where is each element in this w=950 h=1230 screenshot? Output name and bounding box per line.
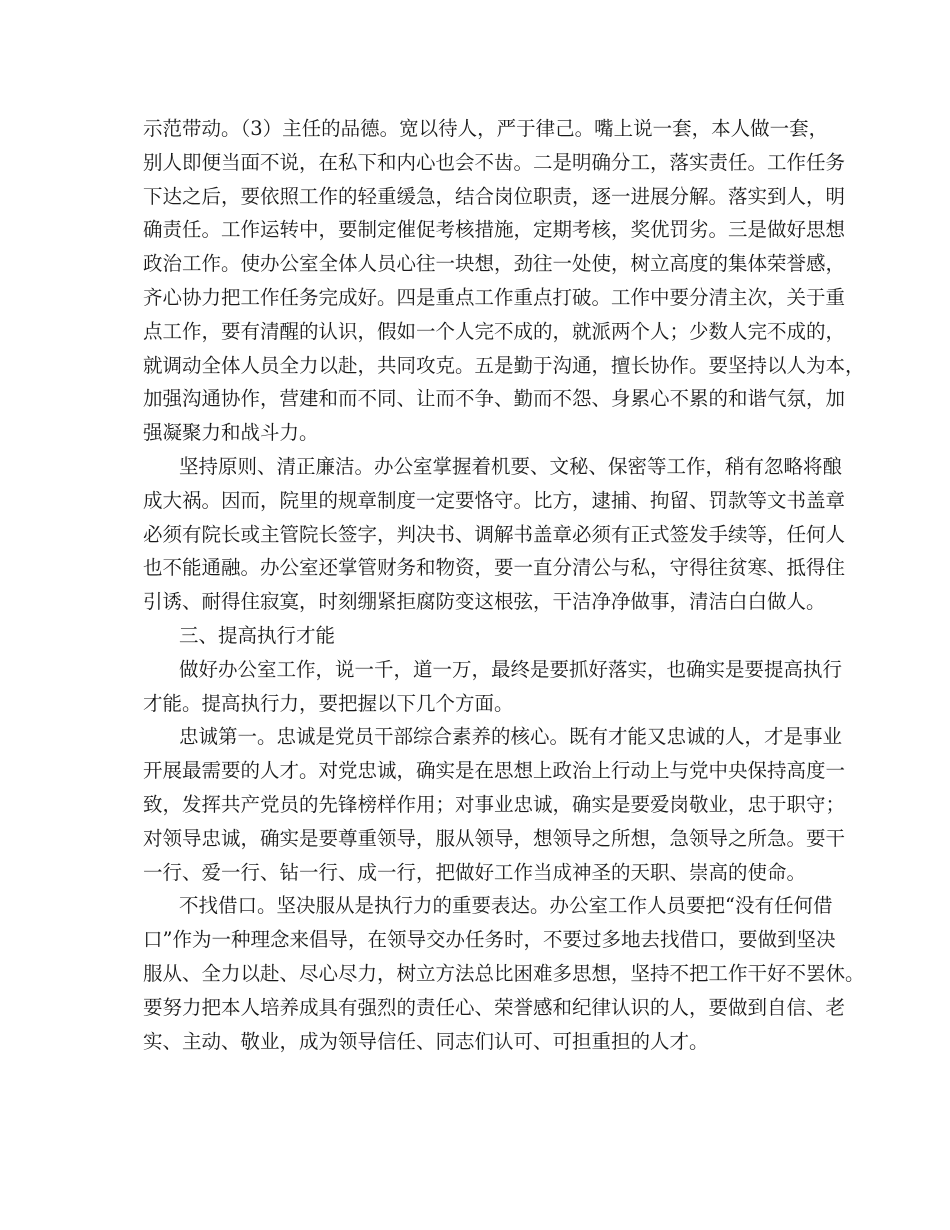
paragraph-first-line: 三、提高执行才能 [179,623,336,647]
text-line: 就调动全体人员全力以赴，共同攻克。五是勤于沟通，擅长协作。要坚持以人为本， [143,353,865,377]
text-line: 别人即便当面不说，在私下和内心也会不齿。二是明确分工，落实责任。工作任务 [143,150,846,174]
text-line: 对领导忠诚，确实是要尊重领导，服从领导，想领导之所想，急领导之所急。要干 [143,826,846,850]
text-line: 成大祸。因而，院里的规章制度一定要恪守。比方，逮捕、拘留、罚款等文书盖章 [143,488,846,512]
text-line: 口”作为一种理念来倡导，在领导交办任务时，不要过多地去找借口，要做到坚决 [143,928,836,952]
text-line: 必须有院长或主管院长签字，判决书、调解书盖章必须有正式签发手续等，任何人 [143,522,846,546]
document-body [143,112,865,1058]
text-line: 下达之后，要依照工作的轻重缓急，结合岗位职责，逐一进展分解。落实到人，明 [143,184,846,208]
text-line: 也不能通融。办公室还掌管财务和物资，要一直分清公与私，守得往贫寒、抵得住 [143,556,846,580]
text-line: 政治工作。使办公室全体人员心往一块想，劲往一处使，树立高度的集体荣誉感， [143,252,846,276]
text-line: 齐心协力把工作任务完成好。四是重点工作重点打破。工作中要分清主次，关于重 [143,285,846,309]
text-line: 确责任。工作运转中，要制定催促考核措施，定期考核，奖优罚劣。三是做好思想 [143,218,846,242]
text-line: 一行、爱一行、钻一行、成一行，把做好工作当成神圣的天职、崇高的使命。 [143,860,807,884]
text-line: 引诱、耐得住寂寞，时刻绷紧拒腐防变这根弦，干洁净净做事，清洁白白做人。 [143,590,826,614]
paragraph-first-line: 忠诚第一。忠诚是党员干部综合素养的核心。既有才能又忠诚的人，才是事业 [179,725,843,749]
text-line: 强凝聚力和战斗力。 [143,421,319,445]
text-line: 服从、全力以赴、尽心尽力，树立方法总比困难多思想，坚持不把工作干好不罢休。 [143,961,865,985]
text-line: 开展最需要的人才。对党忠诚，确实是在思想上政治上行动上与党中央保持高度一 [143,759,846,783]
paragraph-first-line: 做好办公室工作，说一千，道一万，最终是要抓好落实，也确实是要提高执行 [179,657,843,681]
text-line: 才能。提高执行力，要把握以下几个方面。 [143,691,514,715]
text-line: 实、主动、敬业，成为领导信任、同志们认可、可担重担的人才。 [143,1029,709,1053]
text-line: 要努力把本人培养成具有强烈的责任心、荣誉感和纪律认识的人，要做到自信、老 [143,995,846,1019]
text-line: 致，发挥共产党员的先锋榜样作用；对事业忠诚，确实是要爱岗敬业，忠于职守； [143,792,846,816]
paragraph-first-line: 坚持原则、清正廉洁。办公室掌握着机要、文秘、保密等工作，稍有忽略将酿 [179,454,843,478]
text-line: 点工作，要有清醒的认识，假如一个人完不成的，就派两个人；少数人完不成的， [143,319,846,343]
text-line: 加强沟通协作，营建和而不同、让而不争、勤而不怨、身累心不累的和谐气氛，加 [143,387,846,411]
paragraph-first-line: 不找借口。坚决服从是执行力的重要表达。办公室工作人员要把“没有任何借 [179,894,833,918]
text-line: 示范带动。（3）主任的品德。宽以待人，严于律己。嘴上说一套，本人做一套， [143,117,829,140]
